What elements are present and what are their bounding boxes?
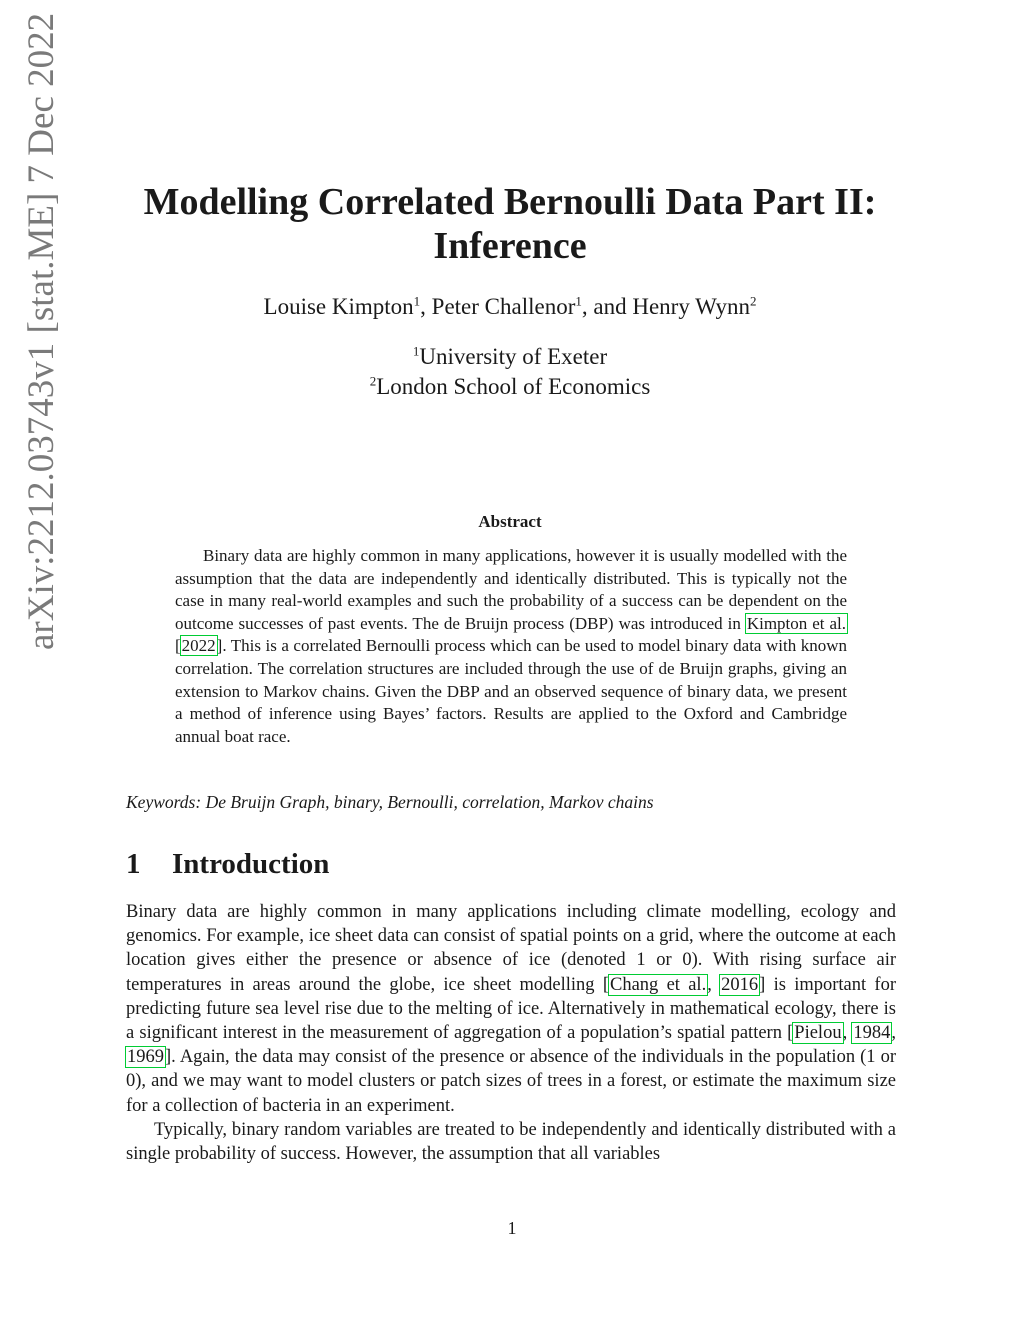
- section-title: Introduction: [172, 848, 330, 880]
- citation-year-link[interactable]: 1984: [853, 1023, 891, 1044]
- keywords-text: De Bruijn Graph, binary, Bernoulli, correlation, Markov chains: [201, 792, 654, 812]
- section-body: [126, 900, 896, 1166]
- author-name: Henry Wynn: [632, 294, 750, 319]
- abstract-heading: Abstract: [478, 512, 542, 531]
- affiliation-name: University of Exeter: [419, 344, 608, 369]
- title-line-1: Modelling Correlated Bernoulli Data Part II:: [143, 181, 877, 223]
- paragraph: [126, 900, 896, 1118]
- page-number: 1: [507, 1218, 517, 1238]
- citation-year-link[interactable]: 2016: [721, 974, 759, 995]
- affiliation-marker: 2: [749, 293, 757, 309]
- text-part: ,: [707, 974, 721, 995]
- citation-link[interactable]: Pielou: [794, 1023, 842, 1044]
- affiliation-name: London School of Economics: [376, 374, 651, 399]
- affiliation-marker: 2: [369, 373, 377, 389]
- abstract-text-part: . This is a correlated Bernoulli process which can be used to model binary data with known correlation. The correlation structures are included through the use of de Bruijn graphs, giving an extension to Markov chains. Given the DBP and an observed sequence of binary data, we present a method of inference using Bayes’ factors. Results are applied to the Oxford and Cambridge annual boat race.: [175, 636, 847, 746]
- affiliation-marker: 1: [412, 343, 420, 359]
- section-heading: [126, 848, 329, 881]
- author-name: Peter Challenor: [431, 294, 576, 319]
- text-part: ] is important for predicting future sea level rise due to the melting of ice. Alternatively in mathematical ecology, there is a significant interest in the measurement of aggregation of a population’s spatial pattern [: [126, 974, 896, 1044]
- keywords-label: Keywords:: [126, 792, 202, 812]
- text-part: ,: [842, 1023, 853, 1044]
- citation-link[interactable]: Chang et al.: [609, 974, 707, 995]
- paper-title: [100, 180, 920, 268]
- paragraph: Typically, binary random variables are treated to be independently and identically distributed with a single probability of success. However, the assumption that all variables: [126, 1119, 896, 1165]
- abstract-text: Binary data are highly common in many applications, however it is usually modelled with the assumption that the data are independently and identically distributed. This is typically not the case in many real-world examples and such the probability of a success can be dependent on the outcome successes of past events. The de Bruijn process (DBP) was introduced in Kimpton et al. [2022]. This is a correlated Bernoulli process which can be used to model binary data with known correlation. The correlation structures are included through the use of de Bruijn graphs, giving an extension to Markov chains. Given the DBP and an observed sequence of binary data, we present a method of inference using Bayes’ factors. Results are applied to the Oxford and Cambridge annual boat race.: [175, 546, 847, 746]
- citation-year-link[interactable]: 1969: [127, 1047, 164, 1068]
- arxiv-identifier: arXiv:2212.03743v1 [stat.ME] 7 Dec 2022: [21, 12, 62, 650]
- author-name: Louise Kimpton: [263, 294, 414, 319]
- author-list: Louise Kimpton$^1$, Peter Challenor$^1$, and Henry Wynn$^2$: [263, 293, 757, 319]
- text-part: ,: [891, 1023, 897, 1044]
- text-part: ]. Again, the data may consist of the presence or absence of the individuals in the population (1 or 0), and we may want to model clusters or patch sizes of trees in a forest, or estimate the maximum size for a collection of bacteria in an experiment.: [126, 1047, 896, 1116]
- abstract-text-part: Binary data are highly common in many applications, however it is usually modelled with the assumption that the data are independently and identically distributed. This is typically not the case in many real-world examples and such the probability of a success can be dependent on the outcome successes of past events. The de Bruijn process (DBP) was introduced in: [175, 546, 847, 633]
- citation-year-link[interactable]: 2022: [181, 636, 216, 656]
- affiliation-marker: 1: [413, 293, 421, 309]
- affiliation-1: [100, 344, 920, 370]
- section-number: 1: [126, 848, 141, 880]
- text-part: Binary data are highly common in many applications including climate modelling, ecology and genomics. For example, ice sheet data can consist of spatial points on a grid, where the outcome at each location gives either the presence or absence of ice (denoted 1 or 0). With rising surface air temperatures in areas around the globe, ice sheet modelling [: [126, 902, 896, 995]
- citation-link[interactable]: Kimpton et al.: [746, 613, 846, 633]
- title-line-2: Inference: [433, 225, 587, 267]
- keywords: [126, 792, 896, 813]
- affiliation-marker: 1: [575, 293, 582, 309]
- affiliation-2: [100, 374, 920, 400]
